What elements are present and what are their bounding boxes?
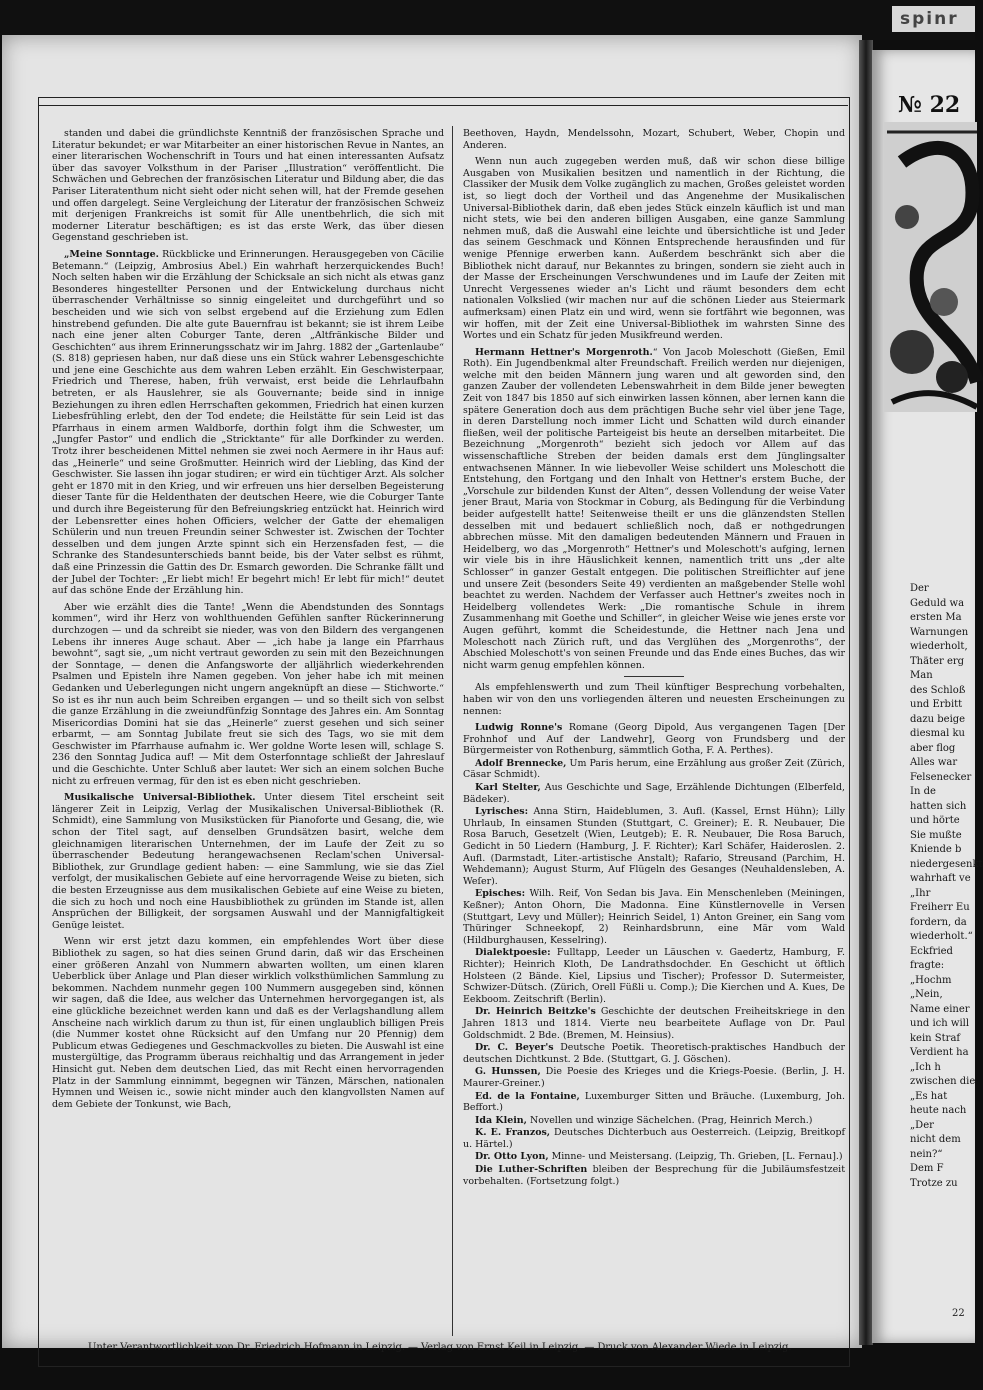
- right-page-line: Man: [910, 670, 933, 681]
- book-list-entry: [463, 782, 845, 805]
- book-list-entry: [463, 888, 845, 946]
- right-page-line: ersten Ma: [910, 612, 962, 623]
- book-list-entry: [463, 1091, 845, 1114]
- right-page-line: „Hochm: [910, 974, 952, 986]
- paragraph-text: Deutsche Poetik. Theoretisch-praktisches Handbuch der deutschen Dichtkunst. 2 Bde. (Stuttgart, G. J. Göschen).: [463, 1042, 846, 1065]
- scan-top-border: [0, 0, 975, 40]
- newspaper-page-right: [872, 50, 983, 1343]
- text-paragraph: [463, 128, 845, 151]
- review-title: Musikalische Universal-Bibliothek.: [64, 792, 256, 804]
- review-title: Episches:: [475, 888, 526, 900]
- book-list-entry: [463, 1115, 845, 1127]
- right-page-line: des Schloß: [910, 684, 966, 696]
- issue-number: № 22: [898, 92, 961, 118]
- review-title: „Meine Sonntage.: [64, 248, 159, 260]
- right-page-line: fordern, da: [910, 916, 967, 928]
- paragraph-text: Um Paris herum, eine Erzählung aus großer Zeit (Zürich, Cäsar Schmidt).: [463, 757, 845, 781]
- right-page-line: „Ich h: [910, 1061, 941, 1073]
- review-title: Dr. Heinrich Beitzke's: [475, 1006, 596, 1018]
- left-text-column: [52, 128, 444, 1338]
- review-title: Hermann Hettner's Morgenroth.: [475, 346, 653, 358]
- book-list-entry: [463, 1042, 845, 1065]
- paragraph-text: Aber wie erzählt dies die Tante! „Wenn die Abendstunden des Sonntags kommen“, wird ihr Herz von wohlthuenden Gefühlen sanfter Rückerinnerung durchzogen — und da schreibt sie nieder, was von den Bildern des vergangenen Lebens ihr inneres Auge schaut. Aber — „ich habe ja lange ein Pfarrhaus bewohnt“, sagt sie, „um nicht vertraut geworden zu sein mit den Bezeichnungen der Sonntage, — denen die Anfangsworte der alljährlich wiederkehrenden Psalmen und Episteln ihre Namen gegeben. Von jeher habe ich mit meinen Gedanken und Ueberlegungen nicht ungern angeknüpft an diese — Stichworte.“ So ist es ihr nun auch beim Schreiben ergangen — und so theilt sich von selbst die ganze Erzählung in die zweiundfünfzig Sonntage des Jahres ein. Am Sonntag Misericordias Domini hat sie das „Heinerle“ zuerst gesehen und sich seiner erbarmt, — am Sonntag Jubilate freut sie sich des Tags, wo sie mit dem Geschwister im Pfarrhause aufnahm ic. Wer goldne Worte lesen will, schlage S. 236 den Sonntag Judica auf! — Mit dem Osterfonntage schließt der Jahreslauf und die Geschichte. Unter Schluß aber lautet: Wer sich an einem solchen Buche nicht zu erfreuen vermag, für den ist es eben nicht geschrieben.: [52, 601, 444, 787]
- book-list-entry: [463, 806, 845, 887]
- book-list-entry: [463, 1006, 845, 1041]
- paragraph-text: “ Von Jacob Moleschott (Gießen, Emil Roth). Ein Jugendbenkmal alter Freundschaft. Freilich werden nur diejenigen, welche mit den beiden Männern jung waren und alt geworden sind, den ganzen Zauber der vollendeten Lebenswahrheit in dem Bilde jener bewegten Zeit von 1847 bis 1850 auf sich einwirken lassen können, aber lernen kann die spätere Generation doch aus dem prächtigen Buche sehr viel über jene Tage, in deren Darstellung noch immer Licht und Schatten wild durch einander fließen, weil der politische Parteigeist bis heute an derselben mitarbeitet. Die Bezeichnung „Morgenroth“ bezieht sich jedoch vor Allem auf das wissenschaftliche Streben der beiden damals erst dem Jünglingsalter entwachsenen Männer. In wie liebevoller Weise schildert uns Moleschott die Entstehung, den Fortgang und den Inhalt von Hettner's erstem Buche, der „Vorschule zur bildenden Kunst der Alten“, dessen Vollendung der weise Vater jener Braut, Maria von Stockmar in Coburg, als Bedingung für die Verbindung beider aufgestellt hatte! Seitenweise theilt er uns die glänzendsten Stellen desselben mit und bedauert schließlich noch, daß er nothgedrungen abbrechen müsse. Mit den damaligen bedeutenden Männern und Frauen in Heidelberg, wo das „Morgenroth“ Hettner's und Moleschott's aufging, lernen wir viele bis in ihre Häuslichkeit kennen, namentlich tritt uns „der alte Schlosser“ in ganzer Gestalt entgegen. Die politischen Streiflichter auf jene und unsere Zeit (besonders Seite 49) verdienten an maßgebender Stelle wohl beachtet zu werden. Nachdem der Verfasser auch Hettner's zweites noch in Heidelberg vollendetes Werk: „Die romantische Schule in ihrem Zusammenhang mit Goethe und Schiller“, in gleicher Weise wie jenes erste vor Augen geführt, kommt die Scheidestunde, die Hettner nach Jena und Moleschott nach Zürich ruft, und das Verglühen des „Morgenroths“, der Abschied Moleschott's von seinen Freunde und das Ende eines Buches, das wir nicht warm genug empfehlen können.: [463, 346, 846, 671]
- review-title: K. E. Franzos,: [475, 1127, 551, 1139]
- right-page-line: wiederholt,: [910, 641, 968, 652]
- paragraph-text: Anna Stirn, Haideblumen, 3. Aufl. (Kassel, Ernst Hühn); Lilly Uhrlaub, In einsamen Stunden (Stuttgart, C. Greiner); E. R. Neubauer, Die Rosa Baruch, Gesetzelt (Wien, Leutgeb); E. R. Neubauer, Die Rosa Baruch, Gedicht in 50 Liedern (Hamburg, J. F. Richter); Karl Schäfer, Haideroslen. 2. Aufl. (Darmstadt, Liter.-artistische Anstalt); Rafario, Streusand (Parchim, H. Wehdemann); August Sturm, Auf Flügeln des Gesanges (Neuhaldensleben, A. Weſer).: [463, 806, 845, 887]
- right-page-line: diesmal ku: [910, 728, 965, 739]
- right-page-line: dazu beige: [910, 713, 966, 725]
- right-page-line: Freiherr Eu: [910, 902, 970, 913]
- paragraph-text: Minne- und Meistersang. (Leipzig, Th. Grieben, [L. Fernau].): [548, 1151, 843, 1163]
- review-title: Lyrisches:: [475, 806, 529, 818]
- right-page-line: Der: [910, 583, 929, 594]
- book-list-entry: [463, 947, 845, 1005]
- paragraph-text: Fulltapp, Leeder un Läuschen v. Gaedertz, Hamburg, F. Richter); Heinrich Kloth, De Landrathsdochder. En Geschicht ut öftlich Holsteen (2 Bände. Kiel, Lipsius und Tischer); Professor D. Sutermeister, Schwizer-Dütsch. (Zürich, Orell Füßli u. Comp.); Die Kierchen und A. Kues, De Eekboom. Zeitschrift (Berlin).: [463, 947, 845, 1005]
- imprint-footer: Unter Verantwortlichkeit von Dr. Friedrich Hofmann in Leipzig. — Verlag von Ernst Keil in Leipzig. — Druck von Alexander Wiede in Leipzig.: [88, 1342, 792, 1353]
- right-page-line: Dem F: [910, 1163, 944, 1174]
- review-title: Ludwig Ronne's: [475, 722, 563, 734]
- column-divider: [452, 126, 453, 1336]
- paragraph-text: bleiben der Besprechung für die Jubiläumsfestzeit vorbehalten. (Fortsetzung folgt.): [463, 1164, 845, 1187]
- paragraph-text: Beethoven, Haydn, Mendelssohn, Mozart, Schubert, Weber, Chopin und Anderen.: [463, 128, 845, 151]
- stock-watermark-logo: spinr: [892, 6, 975, 32]
- text-paragraph: [52, 602, 444, 788]
- paragraph-text: Als empfehlenswerth und zum Theil künftiger Besprechung vorbehalten, haben wir von den uns vorliegenden älteren und neuesten Erscheinungen zu nennen:: [463, 682, 845, 717]
- right-page-line: Verdient ha: [910, 1047, 969, 1058]
- right-page-line: Eckfried: [910, 945, 953, 957]
- ornamental-masthead-illustration: [882, 122, 977, 412]
- right-page-line: Kniende b: [910, 844, 962, 855]
- review-title: Dr. C. Beyer's: [475, 1042, 554, 1054]
- book-list-entry: [463, 722, 845, 757]
- review-title: Dialektpoesie:: [475, 947, 551, 959]
- right-page-line: nicht dem: [910, 1134, 961, 1145]
- paragraph-text: Deutsches Dichterbuch aus Oesterreich. (Leipzig, Breitkopf u. Härtel.): [463, 1127, 845, 1150]
- paragraph-text: Luxemburger Sitten und Bräuche. (Luxemburg, Joh. Beffort.): [463, 1090, 845, 1114]
- right-page-number: 22: [952, 1308, 965, 1319]
- paragraph-text: Wilh. Reif, Von Sedan bis Java. Ein Menschenleben (Meiningen, Keßner); Anton Ohorn, Die Madonna. Eine Künstlernovelle in Versen (Stuttgart, Levy und Müller); Heinrich Seidel, 1) Anton Greiner, ein Sang vom Thüringer Schneekopf, 2) Reinhardsbrunn, eine Mär vom Wald (Hildburghausen, Kesselring).: [463, 888, 845, 946]
- right-page-line: zwischen die: [910, 1076, 976, 1087]
- paragraph-text: Die Poesie des Krieges und die Kriegs-Poesie. (Berlin, J. H. Maurer-Greiner.): [463, 1066, 846, 1089]
- right-page-line: und ich will: [910, 1018, 970, 1029]
- review-title: G. Hunssen,: [475, 1066, 541, 1078]
- right-page-text: [910, 582, 983, 1191]
- right-page-line: Warnungen: [910, 626, 969, 638]
- text-paragraph: [463, 156, 845, 342]
- paragraph-text: Aus Geschichte und Sage, Erzählende Dichtungen (Elberfeld, Bädeker).: [463, 782, 845, 805]
- right-page-line: wahrhaft ve: [910, 873, 971, 884]
- right-page-line: Name einer: [910, 1003, 970, 1015]
- review-paragraph: [52, 249, 444, 597]
- paragraph-text: Geschichte der deutschen Freiheitskriege in den Jahren 1813 und 1814. Vierte neu bearbeitete Auflage von Dr. Paul Goldschmidt. 2 Bde. (Bremen, M. Heinsius).: [463, 1006, 845, 1041]
- right-page-line: „Ihr: [910, 887, 931, 899]
- book-list-entry: [463, 1151, 845, 1163]
- paragraph-text: Unter diesem Titel erscheint seit längerer Zeit in Leipzig, Verlag der Musikalischen Universal-Bibliothek (R. Schmidt), eine Sammlung von Musikstücken für Pianoforte und Gesang, die, wie schon der Titel sagt, auf denselben Grundsätzen basirt, welche dem gleichnamigen literarischen Unternehmen, der im Laufe der Zeit zu so überraschender Bedeutung herangewachsenen Reclam'schen Universal-Bibliothek, zur Grundlage gedient haben: — eine Sammlung, wie sie das Ziel verfolgt, der musikalischen Gebiete auf eine hervorragende Weise zu bieten, sich die besten Erzeugnisse aus dem musikalischen Gebiete auf eine Weise zu bieten, die sich zu hoch und noch eine Hausbibliothek zu gründen im Stande ist, allen Ansprüchen der Billigkeit, der sorgsamen Auswahl und der Mannigfaltigkeit Genüge leistet.: [52, 792, 444, 931]
- right-page-line: „Es hat: [910, 1090, 948, 1102]
- paragraph-text: Romane (Georg Dipold, Aus vergangenen Tagen [Der Frohnhof und Auf der Landwehr], Georg von Frundsberg und der Bürgermeister von Rothenburg, sämmtlich Gotha, F. A. Perthes).: [463, 722, 845, 757]
- review-title: Ida Klein,: [475, 1114, 527, 1126]
- review-title: Adolf Brennecke,: [475, 757, 567, 769]
- right-page-line: fragte:: [910, 960, 945, 971]
- right-page-line: und hörte: [910, 815, 960, 826]
- right-page-line: Geduld wa: [910, 597, 965, 609]
- paragraph-text: Novellen und winzige Sächelchen. (Prag, Heinrich Merch.): [526, 1114, 813, 1126]
- right-page-line: Felsenecker: [910, 771, 972, 783]
- right-page-line: „Der: [910, 1119, 934, 1131]
- paragraph-text: standen und dabei die gründlichste Kenntniß der französischen Sprache und Literatur bekundet; er war Mitarbeiter an einer historischen Revue in Nantes, an einer literarischen Wochenschrift in Tours und hat einen interessanten Aufsatz über das savoyer Volksthum in der Pariser „Illustration“ veröffentlicht. Die Schwächen und Gebrechen der französischen Literatur und Bildung aber, die das Pariser Literatenthum nicht sieht oder nicht sehen will, hat der Fremde gesehen und offen dargelegt. Seine Vergleichung der Literatur der französischen Schweiz mit derjenigen Frankreichs ist somit für Alle unentbehrlich, die sich mit moderner Literatur beschäftigen; es ist das erste Werk, das über diesen Gegenstand geschrieben ist.: [52, 128, 444, 244]
- right-page-line: wiederholt.“: [910, 931, 973, 942]
- right-page-line: heute nach: [910, 1105, 967, 1116]
- review-title: Dr. Otto Lyon,: [475, 1151, 549, 1163]
- review-title: Ed. de la Fontaine,: [475, 1090, 580, 1102]
- book-list-entry: [463, 1164, 845, 1187]
- book-list-entry: [463, 758, 845, 781]
- right-page-line: Trotze zu: [910, 1177, 958, 1189]
- right-page-line: aber flog: [910, 742, 956, 754]
- text-paragraph: [52, 936, 444, 1110]
- book-list-entry: [463, 1127, 845, 1150]
- review-paragraph: [463, 347, 845, 672]
- right-page-line: und Erbitt: [910, 699, 963, 710]
- right-text-column: [463, 128, 845, 1338]
- section-separator: [624, 676, 684, 677]
- text-paragraph: [463, 682, 845, 717]
- page-top-rule: [38, 105, 848, 106]
- right-page-line: hatten sich: [910, 800, 967, 812]
- right-page-line: niedergesenkt: [910, 858, 983, 870]
- book-gutter: [859, 40, 873, 1345]
- book-list-entry: [463, 1066, 845, 1089]
- right-page-line: kein Straf: [910, 1032, 961, 1044]
- paragraph-text: Rückblicke und Erinnerungen. Herausgegeben von Cäcilie Betemann.“ (Leipzig, Ambrosius Abel.) Ein wahrhaft herzerquickendes Buch! Noch selten haben wir die Erzählung der Schicksale an sich nicht als etwas ganz Besonderes hingestellter Personen und der Entwickelung durchaus nicht überraschender Verhältnisse so sinnig eingeleitet und durchgeführt und so bescheiden und wie sich von selbst ergebend auf die Erziehung zum Edlen hinstrebend gefunden. Die alte gute Bauernfrau ist bekannt; sie ist ihrem Leibe nach eine jener alten Coburger Tante, deren „Altfränkische Bilder und Geschichten“ aus ihrem Erinnerungsschatz wir im Jahrg. 1882 der „Gartenlaube“ (S. 818) gepriesen haben, nur daß diese uns ein Stück wahrer Lebensgeschichte und jene eine Geschichte aus dem wahren Leben erzählt. Ein Geschwisterpaar, Friedrich und Therese, haben, früh verwaist, erst beide die Lehrlaufbahn betreten, er als Hauslehrer, sie als Gouvernante; beide sind in innige Beziehungen zu ihren edlen Herrschaften gekommen, Friedrich hat einen kurzen Liebesfrühling erlebt, den der Tod endete; die Heilstätte für sein Leid ist das Pfarrhaus in einem armen Waldborfe, dorthin folgt ihm die Schwester, um „Jungfer Pastor“ und endlich die „Stricktante“ für alle Dorfkinder zu werden. Trotz ihrer bescheidenen Mittel nehmen sie zwei noch Aermere in ihr Haus auf: das „Heinerle“ und seine Großmutter. Heinrich wird der Liebling, das Kind der Geschwister. Sie lassen ihn jogar studiren; er wird ein tüchtiger Arzt. Als solcher geht er 1870 mit in den Krieg, und wir erfreuen uns hier derselben Begeisterung dieser Tante für die Heldenthaten der deutschen Heere, wie die Coburger Tante und durch ihre Begeisterung für den Befreiungskrieg entzückt hat. Heinrich wird der Lebensretter eines hohen Officiers, welcher der Gatte der ehemaligen Schülerin und nun treuen Freundin seiner Schwester ist. Zwischen der Tochter desselben und dem jungen Arzte spinnt sich ein Herzensfaden fest, — die Schranke des Standesunterschieds bannt beide, bis der Vater selbst es rühmt, daß eine Prinzessin die Gattin des Dr. Esmarch geworden. Die Schranke fällt und der Jubel der Tochter: „Er liebt mich! Er begehrt mich! Er lebt für mich!“ deutet auf das schöne Ende der Erzählung hin.: [52, 248, 444, 597]
- paragraph-text: Wenn wir erst jetzt dazu kommen, ein empfehlendes Wort über diese Bibliothek zu sagen, so hat dies seinen Grund darin, daß wir das Erscheinen einer größeren Anzahl von Nummern abwarten wollten, um einen klaren Ueberblick über Anlage und Plan dieser wirklich volksthümlichen Sammlung zu bekommen. Nachdem nunmehr gegen 100 Nummern ausgegeben sind, können wir sagen, daß die Idee, aus welcher das Unternehmen hervorgegangen ist, als eine glückliche bezeichnet werden kann und daß es der Verlagshandlung allem Anscheine nach wirklich darum zu thun ist, für einen unglaublich billigen Preis (die Nummer kostet ohne Rücksicht auf den Umfang nur 20 Pfennig) dem Publicum etwas Gediegenes und Geschmackvolles zu bieten. Die Auswahl ist eine mustergültige, das Programm überaus reichhaltig und das Arrangement in jeder Hinsicht gut. Neben dem deutschen Lied, das mit Recht einen hervorragenden Platz in der Sammlung einnimmt, begegnen wir Tänzen, Märschen, nationalen Hymnen und Weisen ic., sowie nicht minder auch den klangvollsten Namen auf dem Gebiete der Tonkunst, wie Bach,: [52, 936, 445, 1110]
- paragraph-text: Wenn nun auch zugegeben werden muß, daß wir schon diese billige Ausgaben von Musikalien besitzen und namentlich in der Richtung, die Classiker der Musik dem Volke zugänglich zu machen, Großes geleistet worden ist, so liegt doch der Vortheil und das Angenehme der Musikalischen Universal-Bibliothek darin, daß eben jedes Stück einzeln käuflich ist und man nicht stets, wie bei den anderen billigen Ausgaben, eine ganze Sammlung nehmen muß, daß die Auswahl eine leichte und übersichtliche ist und Jeder das seinem Geschmack und Können Entsprechende herausfinden und für wenige Pfennige erwerben kann. Außerdem beschränkt sich aber die Bibliothek nicht darauf, nur Bekanntes zu bringen, sondern sie zieht auch in der Masse der Erscheinungen Verschwundenes und im Laufe der Zeiten mit Unrecht Vergessenes wieder an's Licht und räumt besonders dem echt nationalen Volkslied (wir machen nur auf die schönen Lieder aus Steiermark aufmerksam) einen Platz ein und wird, wenn sie fortfährt wie begonnen, was wir hoffen, mit der Zeit eine Universal-Bibliothek im wahrsten Sinne des Wortes und ein Schatz für jeden Musikfreund werden.: [463, 156, 845, 342]
- review-paragraph: [52, 792, 444, 931]
- review-title: Die Luther-Schriften: [475, 1164, 588, 1176]
- right-page-line: „Nein,: [910, 989, 943, 1000]
- text-paragraph: [52, 128, 444, 244]
- right-page-line: nein?“: [910, 1148, 943, 1160]
- right-page-line: Thäter erg: [910, 655, 965, 667]
- right-page-line: In de: [910, 786, 936, 797]
- right-page-line: Sie mußte: [910, 829, 962, 841]
- review-title: Karl Stelter,: [475, 782, 541, 794]
- right-page-line: Alles war: [910, 757, 958, 768]
